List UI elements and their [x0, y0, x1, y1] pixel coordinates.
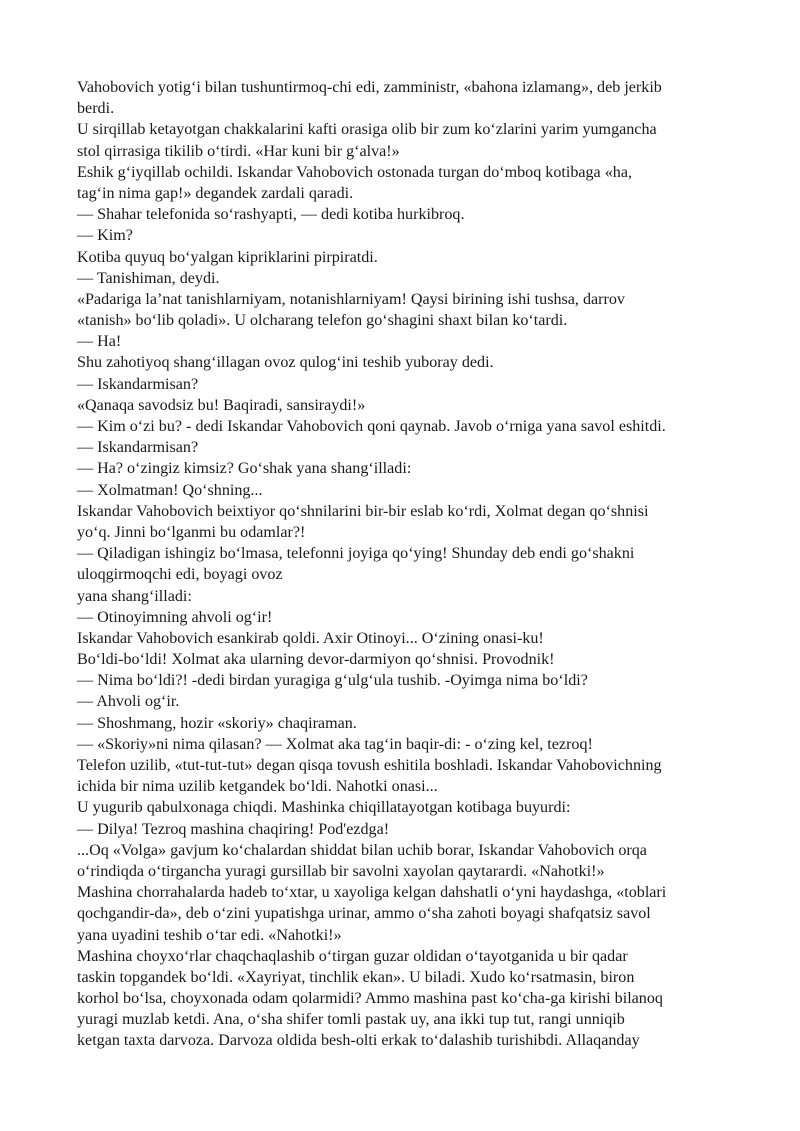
text-line: Kotiba quyuq bo‘yalgan kipriklarini pirpiratdi.: [77, 248, 378, 266]
text-line: o‘rindiqda o‘tirgancha yuragi gursillab bir savolni xayolan qaytarardi. «Nahotki!»: [77, 862, 605, 880]
text-line: Vahobovich yotig‘i bilan tushuntirmoq-chi edi, zamministr, «bahona izlamang», deb jerkib: [77, 79, 662, 96]
text-line: Eshik g‘iyqillab ochildi. Iskandar Vahobovich ostonada turgan do‘mboq kotibaga «ha,: [77, 163, 632, 181]
text-line: — Iskandarmisan?: [77, 375, 199, 393]
text-line: — Iskandarmisan?: [77, 439, 199, 457]
text-line: — Xolmatman! Qo‘shning...: [77, 481, 263, 499]
text-line: ichida bir nima uzilib ketgandek bo‘ldi. Nahotki onasi...: [77, 778, 438, 796]
text-line: ...Oq «Volga» gavjum ko‘chalardan shiddat bilan uchib borar, Iskandar Vahobovich orqa: [77, 841, 647, 859]
text-line: «Qanaqa savodsiz bu! Baqiradi, sansiraydi!»: [77, 396, 366, 414]
text-line: berdi.: [77, 100, 115, 118]
text-line: Iskandar Vahobovich beixtiyor qo‘shnilarini bir-bir eslab ko‘rdi, Xolmat degan qo‘shnisi: [77, 502, 649, 520]
text-line: taskin topgandek bo‘ldi. «Xayriyat, tinchlik ekan». U biladi. Xudo ko‘rsatmasin, biron: [77, 968, 635, 986]
text-line: yo‘q. Jinni bo‘lganmi bu odamlar?!: [77, 523, 306, 541]
text-line: U sirqillab ketayotgan chakkalarini kafti orasiga olib bir zum ko‘zlarini yarim yumgancha: [77, 121, 657, 139]
text-line: tag‘in nima gap!» degandek zardali qaradi.: [77, 184, 354, 202]
text-line: qochgandir-da», deb o‘zini yupatishga urinar, ammo o‘sha zahoti boyagi shafqatsiz savol: [77, 905, 651, 923]
text-line: Iskandar Vahobovich esankirab qoldi. Axir Otinoyi... O‘zining onasi-ku!: [77, 629, 544, 647]
body-text: [77, 77, 745, 1052]
text-line: U yugurib qabulxonaga chiqdi. Mashinka chiqillatayotgan kotibaga buyurdi:: [77, 799, 571, 817]
text-line: Shu zahotiyoq shang‘illagan ovoz qulog‘ini teshib yuboray dedi.: [77, 354, 494, 372]
text-line: — Qiladigan ishingiz bo‘lmasa, telefonni joyiga qo‘ying! Shunday deb endi go‘shakni: [77, 545, 635, 563]
text-line: — Kim?: [77, 227, 133, 245]
text-line: ketgan taxta darvoza. Darvoza oldida besh-olti erkak to‘dalashib turishibdi. Allaqanday: [77, 1032, 640, 1050]
text-line: yana uyadini teshib o‘tar edi. «Nahotki!»: [77, 926, 342, 944]
text-line: — Ha? o‘zingiz kimsiz? Go‘shak yana shang‘illadi:: [77, 460, 412, 478]
text-line: — Shahar telefonida so‘rashyapti, — dedi kotiba hurkibroq.: [77, 206, 465, 224]
text-line: — Dilya! Tezroq mashina chaqiring! Pod'ezdga!: [77, 820, 390, 838]
text-line: «tanish» bo‘lib qoladi». U olcharang telefon go‘shagini shaxt bilan ko‘tardi.: [77, 312, 568, 330]
text-line: korhol bo‘lsa, choyxonada odam qolarmidi? Ammo mashina past ko‘cha-ga kirishi bilanoq: [77, 990, 663, 1008]
text-line: Mashina choyxo‘rlar chaqchaqlashib o‘tirgan guzar oldidan o‘tayotganida u bir qadar: [77, 947, 628, 965]
text-line: uloqgirmoqchi edi, boyagi ovoz: [77, 566, 283, 584]
text-line: stol qirrasiga tikilib o‘tirdi. «Har kuni bir g‘alva!»: [77, 142, 400, 160]
text-line: — Ha!: [77, 333, 122, 351]
text-line: — Otinoyimning ahvoli og‘ir!: [77, 608, 273, 626]
text-line: — Kim o‘zi bu? - dedi Iskandar Vahobovich qoni qaynab. Javob o‘rniga yana savol eshitdi.: [77, 418, 666, 435]
text-line: yana shang‘illadi:: [77, 587, 192, 605]
text-line: «Padariga la’nat tanishlarniyam, notanishlarniyam! Qaysi birining ishi tushsa, darrov: [77, 290, 625, 308]
text-line: — Tanishiman, deydi.: [77, 269, 220, 287]
text-line: — «Skoriy»ni nima qilasan? — Xolmat aka tag‘in baqir-di: - o‘zing kel, tezroq!: [77, 735, 593, 753]
text-line: — Nima bo‘ldi?! -dedi birdan yuragiga g‘ulg‘ula tushib. -Oyimga nima bo‘ldi?: [77, 672, 588, 690]
text-line: Mashina chorrahalarda hadeb to‘xtar, u xayoliga kelgan dahshatli o‘yni haydashga, «toblari: [77, 884, 667, 902]
text-line: — Ahvoli og‘ir.: [77, 693, 180, 711]
text-line: — Shoshmang, hozir «skoriy» chaqiraman.: [77, 714, 357, 732]
text-line: Telefon uzilib, «tut-tut-tut» degan qisqa tovush eshitila boshladi. Iskandar Vahobovichning: [77, 757, 662, 774]
text-line: yuragi muzlab ketdi. Ana, o‘sha shifer tomli pastak uy, ana ikki tup tut, rangi unniqib: [77, 1011, 625, 1029]
text-line: Bo‘ldi-bo‘ldi! Xolmat aka ularning devor-darmiyon qo‘shnisi. Provodnik!: [77, 651, 555, 669]
